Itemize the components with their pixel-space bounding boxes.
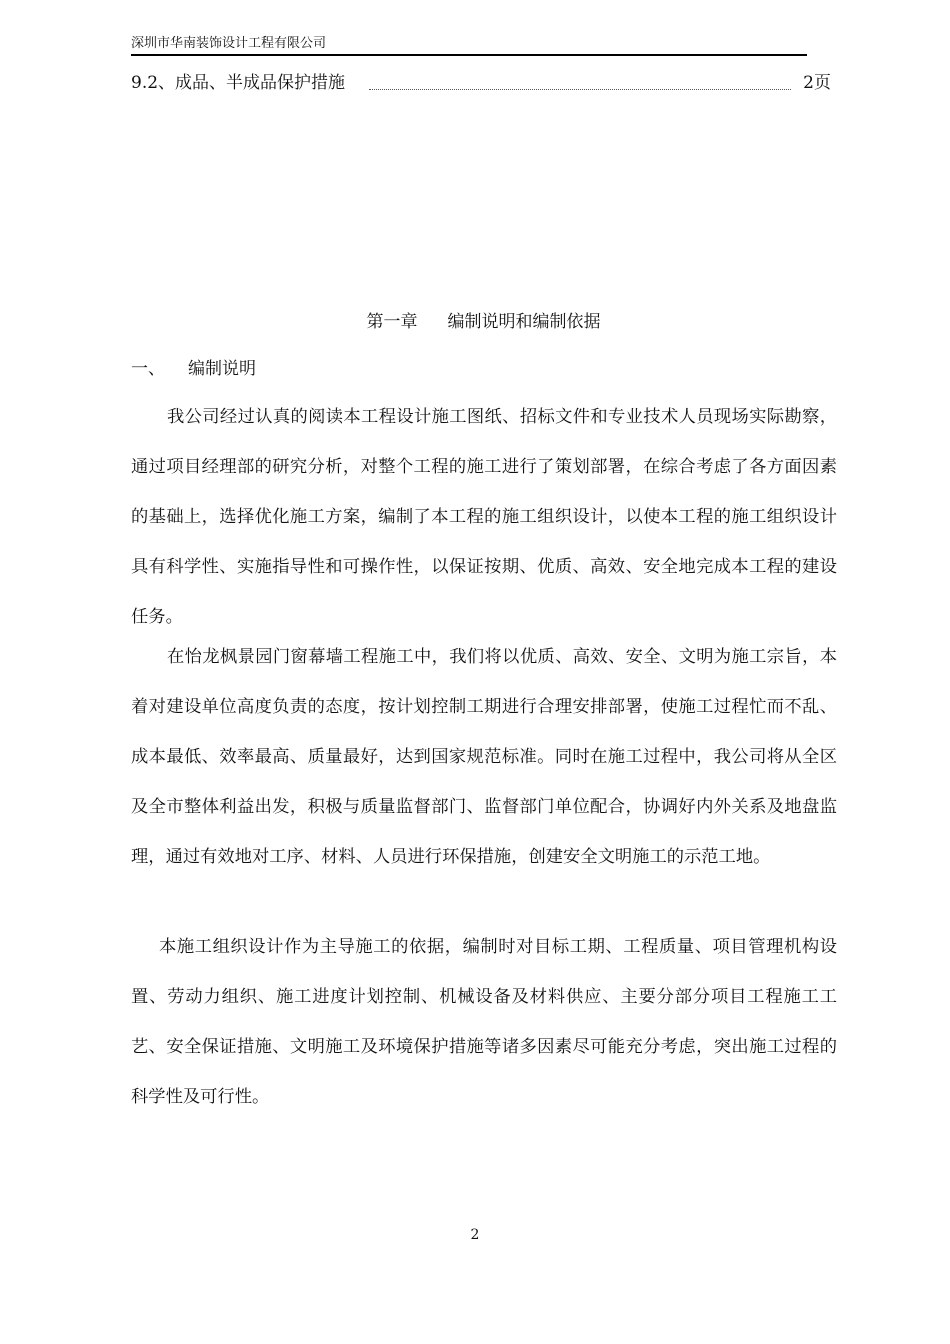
body-paragraph-3: 本施工组织设计作为主导施工的依据，编制时对目标工期、工程质量、项目管理机构设置、劳动力组织、施工进度计划控制、机械设备及材料供应、主要分部分项目工程施工工艺、安全保证措施、文明施工及环境保护措施等诸多因素尽可能充分考虑，突出施工过程的科学性及可行性。 bbox=[131, 937, 837, 1107]
section-number: 一、 bbox=[131, 359, 165, 379]
section-title: 编制说明 bbox=[188, 359, 256, 379]
body-paragraph-2: 在怡龙枫景园门窗幕墙工程施工中，我们将以优质、高效、安全、文明为施工宗旨，本着对建设单位高度负责的态度，按计划控制工期进行合理安排部署，使施工过程忙而不乱、成本最低、效率最高、质量最好，达到国家规范标准。同时在施工过程中，我公司将从全区及全市整体利益出发，积极与质量监督部门、监督部门单位配合，协调好内外关系及地盘监理，通过有效地对工序、材料、人员进行环保措施，创建安全文明施工的示范工地。 bbox=[131, 647, 837, 867]
toc-dot-leader bbox=[369, 89, 791, 90]
body-paragraph-1: 我公司经过认真的阅读本工程设计施工图纸、招标文件和专业技术人员现场实际勘察，通过项目经理部的研究分析，对整个工程的施工进行了策划部署，在综合考虑了各方面因素的基础上，选择优化施工方案，编制了本工程的施工组织设计，以使本工程的施工组织设计具有科学性、实施指导性和可操作性，以保证按期、优质、高效、安全地完成本工程的建设任务。 bbox=[131, 407, 837, 627]
section-heading bbox=[131, 356, 256, 382]
page-header bbox=[131, 36, 807, 56]
chapter-title: 编制说明和编制依据 bbox=[447, 312, 601, 332]
header-company-name: 深圳市华南装饰设计工程有限公司 bbox=[131, 36, 327, 51]
page-number: 2 bbox=[470, 1227, 480, 1243]
chapter-heading bbox=[131, 309, 836, 335]
toc-entry-page: 2页 bbox=[803, 73, 831, 93]
chapter-label: 第一章 bbox=[366, 312, 418, 332]
toc-entry-title: 9.2、成品、半成品保护措施 bbox=[131, 73, 346, 93]
toc-entry[interactable] bbox=[131, 70, 831, 96]
